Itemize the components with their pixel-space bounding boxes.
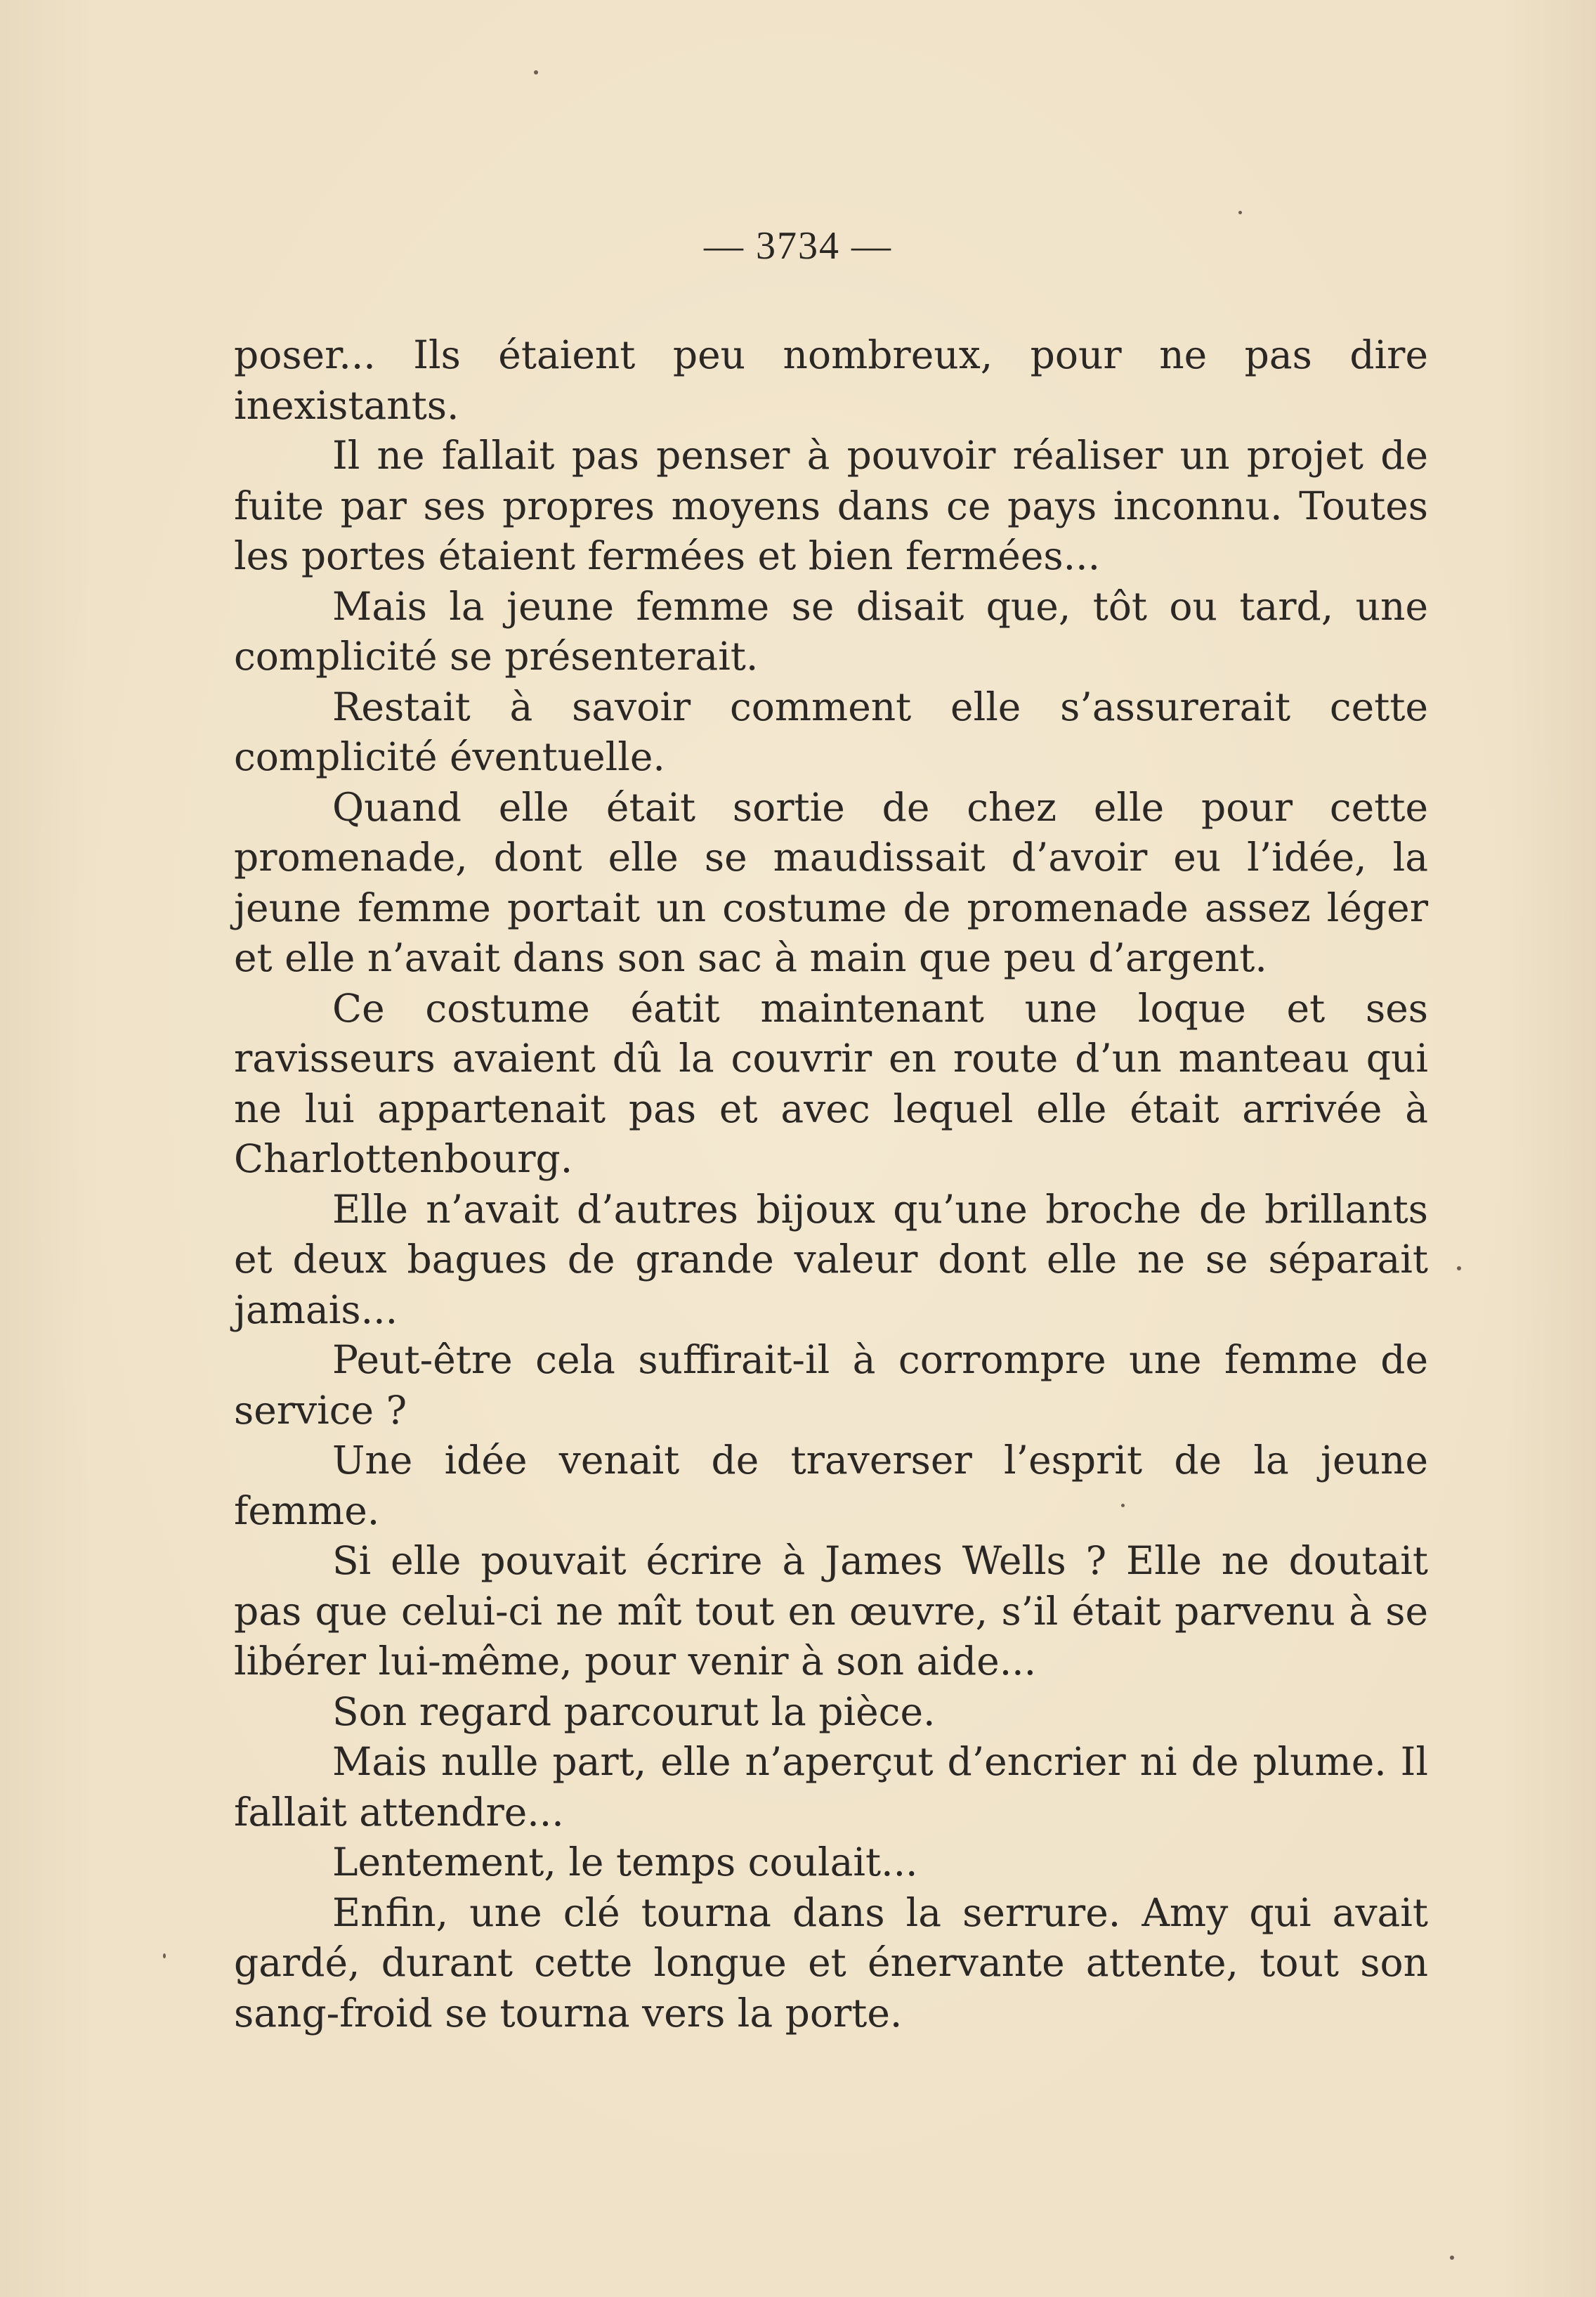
paragraph: Quand elle était sortie de chez elle pour cette promenade, dont elle se maudissait d’avoir eu l’idée, la jeune femme portait un costume de promenade assez léger et elle n’avait dans son sac à main que peu d’argent. bbox=[234, 784, 1428, 980]
page-number: — 3734 — bbox=[704, 224, 892, 268]
paper-speck bbox=[1238, 211, 1242, 214]
paragraph: Mais nulle part, elle n’aperçut d’encrier ni de plume. Il fallait attendre... bbox=[234, 1739, 1428, 1835]
paragraph: Restait à savoir comment elle s’assurerait cette complicité éventuelle. bbox=[234, 684, 1428, 779]
body-text bbox=[234, 330, 1428, 2038]
paragraph: poser... Ils étaient peu nombreux, pour ne pas dire inexistants. bbox=[234, 332, 1428, 428]
paragraph: Mais la jeune femme se disait que, tôt ou tard, une complicité se présenterait. bbox=[234, 583, 1428, 679]
paragraph: Peut-être cela suffirait-il à corrompre une femme de service ? bbox=[234, 1337, 1428, 1433]
paragraph: Lentement, le temps coulait... bbox=[332, 1840, 918, 1885]
paragraph: Une idée venait de traverser l’esprit de la jeune femme. bbox=[234, 1438, 1428, 1533]
paper-speck bbox=[1121, 1504, 1125, 1507]
paragraph: Il ne fallait pas penser à pouvoir réaliser un projet de fuite par ses propres moyens dans ce pays inconnu. Toutes les portes étaient fermées et bien fermées... bbox=[234, 433, 1428, 578]
paragraph: Elle n’avait d’autres bijoux qu’une broche de brillants et deux bagues de grande valeur dont elle ne se séparait jamais... bbox=[234, 1186, 1428, 1332]
paragraph: Si elle pouvait écrire à James Wells ? Elle ne doutait pas que celui-ci ne mît tout en œuvre, s’il était parvenu à se libérer lui-même, pour venir à son aide... bbox=[234, 1538, 1428, 1684]
paper-speck bbox=[163, 1953, 166, 1958]
paragraph: Ce costume éatit maintenant une loque et ses ravisseurs avaient dû la couvrir en route d’un manteau qui ne lui appartenait pas et avec lequel elle était arrivée à Charlottenbourg. bbox=[234, 985, 1428, 1181]
paper-speck bbox=[1457, 1266, 1461, 1270]
paragraph: Enfin, une clé tourna dans la serrure. Amy qui avait gardé, durant cette longue et énervante attente, tout son sang-froid se tourna vers la porte. bbox=[234, 1889, 1428, 2036]
paper-speck bbox=[1450, 2256, 1454, 2260]
paper-speck bbox=[534, 70, 538, 74]
paragraph: Son regard parcourut la pièce. bbox=[332, 1688, 936, 1734]
